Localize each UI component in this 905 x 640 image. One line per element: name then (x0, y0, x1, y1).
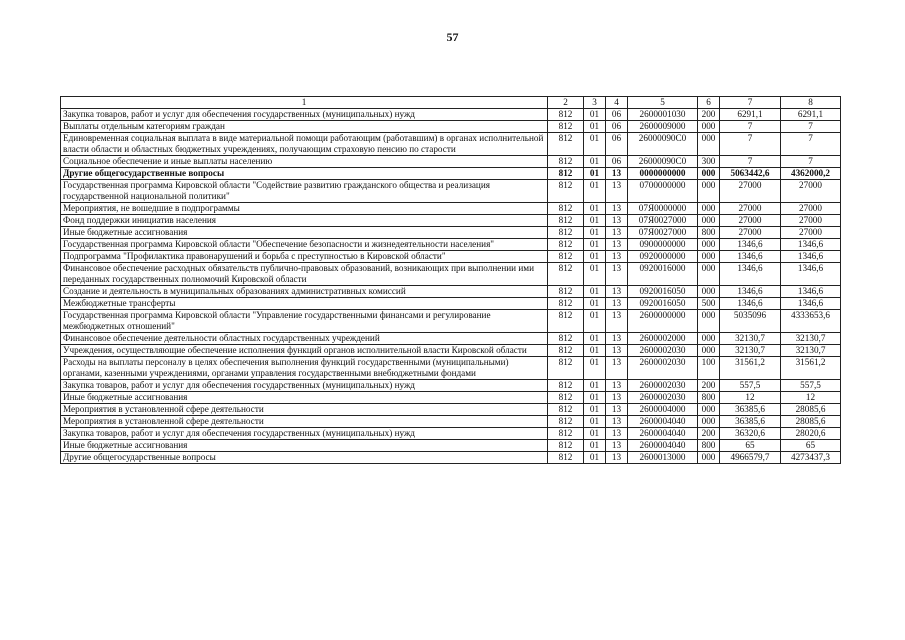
row-name-cell: Государственная программа Кировской области "Обеспечение безопасности и жизнедеятельности населения" (61, 239, 548, 251)
row-amount-2-cell: 28020,6 (781, 428, 841, 440)
row-target-article-cell: 0920016050 (628, 286, 698, 298)
row-subsection-cell: 13 (606, 239, 628, 251)
row-name-cell: Государственная программа Кировской области "Содействие развитию гражданского общества и реализация государственной национальной политики" (61, 180, 548, 203)
row-section-cell: 01 (584, 404, 606, 416)
table-row (61, 392, 841, 404)
table-row (61, 215, 841, 227)
row-subsection-cell: 13 (606, 310, 628, 333)
row-admin-code-cell: 812 (548, 263, 584, 286)
row-section-cell: 01 (584, 263, 606, 286)
row-admin-code-cell: 812 (548, 333, 584, 345)
header-cell: 6 (698, 97, 720, 109)
row-admin-code-cell: 812 (548, 392, 584, 404)
row-amount-1-cell: 27000 (720, 203, 781, 215)
row-section-cell: 01 (584, 286, 606, 298)
row-name-cell: Мероприятия в установленной сфере деятельности (61, 416, 548, 428)
row-admin-code-cell: 812 (548, 428, 584, 440)
row-admin-code-cell: 812 (548, 345, 584, 357)
row-name-cell: Учреждения, осуществляющие обеспечение исполнения функций органов исполнительной власти Кировской области (61, 345, 548, 357)
row-target-article-cell: 26000090С0 (628, 133, 698, 156)
row-section-cell: 01 (584, 180, 606, 203)
row-admin-code-cell: 812 (548, 416, 584, 428)
row-section-cell: 01 (584, 227, 606, 239)
row-target-article-cell: 2600013000 (628, 452, 698, 464)
row-subsection-cell: 13 (606, 428, 628, 440)
row-target-article-cell: 0700000000 (628, 180, 698, 203)
row-amount-1-cell: 4966579,7 (720, 452, 781, 464)
row-name-cell: Закупка товаров, работ и услуг для обеспечения государственных (муниципальных) нужд (61, 428, 548, 440)
row-subsection-cell: 13 (606, 380, 628, 392)
table-row (61, 156, 841, 168)
row-amount-1-cell: 27000 (720, 227, 781, 239)
row-section-cell: 01 (584, 156, 606, 168)
row-admin-code-cell: 812 (548, 357, 584, 380)
row-amount-2-cell: 1346,6 (781, 298, 841, 310)
row-target-article-cell: 0920016000 (628, 263, 698, 286)
row-subsection-cell: 06 (606, 133, 628, 156)
row-admin-code-cell: 812 (548, 251, 584, 263)
row-target-article-cell: 2600004040 (628, 428, 698, 440)
row-expense-type-cell: 000 (698, 133, 720, 156)
row-subsection-cell: 06 (606, 121, 628, 133)
row-admin-code-cell: 812 (548, 286, 584, 298)
row-expense-type-cell: 000 (698, 180, 720, 203)
row-target-article-cell: 0000000000 (628, 168, 698, 180)
row-section-cell: 01 (584, 109, 606, 121)
table-row (61, 428, 841, 440)
row-section-cell: 01 (584, 121, 606, 133)
row-admin-code-cell: 812 (548, 227, 584, 239)
row-name-cell: Социальное обеспечение и иные выплаты населению (61, 156, 548, 168)
row-amount-2-cell: 7 (781, 133, 841, 156)
row-amount-1-cell: 12 (720, 392, 781, 404)
row-admin-code-cell: 812 (548, 168, 584, 180)
row-subsection-cell: 13 (606, 440, 628, 452)
row-name-cell: Единовременная социальная выплата в виде материальной помощи работающим (работавшим) в органах исполнительной власти области и областных бюджетных учреждениях, получающим страховую пенсию по старости (61, 133, 548, 156)
row-expense-type-cell: 200 (698, 428, 720, 440)
row-amount-1-cell: 36320,6 (720, 428, 781, 440)
row-target-article-cell: 0900000000 (628, 239, 698, 251)
row-expense-type-cell: 000 (698, 416, 720, 428)
row-target-article-cell: 2600002030 (628, 392, 698, 404)
row-name-cell: Закупка товаров, работ и услуг для обеспечения государственных (муниципальных) нужд (61, 109, 548, 121)
row-amount-1-cell: 1346,6 (720, 298, 781, 310)
row-target-article-cell: 07Я0027000 (628, 215, 698, 227)
row-amount-1-cell: 32130,7 (720, 333, 781, 345)
row-name-cell: Закупка товаров, работ и услуг для обеспечения государственных (муниципальных) нужд (61, 380, 548, 392)
row-name-cell: Межбюджетные трансферты (61, 298, 548, 310)
row-amount-2-cell: 7 (781, 156, 841, 168)
row-name-cell: Иные бюджетные ассигнования (61, 440, 548, 452)
header-cell: 8 (781, 97, 841, 109)
row-subsection-cell: 13 (606, 180, 628, 203)
table-row (61, 452, 841, 464)
row-expense-type-cell: 000 (698, 310, 720, 333)
row-amount-1-cell: 1346,6 (720, 286, 781, 298)
row-target-article-cell: 26000090С0 (628, 156, 698, 168)
table-row (61, 333, 841, 345)
row-name-cell: Другие общегосударственные вопросы (61, 452, 548, 464)
row-amount-1-cell: 7 (720, 133, 781, 156)
row-name-cell: Иные бюджетные ассигнования (61, 227, 548, 239)
table-row (61, 380, 841, 392)
row-section-cell: 01 (584, 168, 606, 180)
row-admin-code-cell: 812 (548, 203, 584, 215)
row-target-article-cell: 2600001030 (628, 109, 698, 121)
table-row (61, 227, 841, 239)
row-admin-code-cell: 812 (548, 404, 584, 416)
row-admin-code-cell: 812 (548, 452, 584, 464)
row-name-cell: Государственная программа Кировской области "Управление государственными финансами и регулирование межбюджетных отношений" (61, 310, 548, 333)
row-target-article-cell: 2600004040 (628, 440, 698, 452)
row-name-cell: Иные бюджетные ассигнования (61, 392, 548, 404)
table-row (61, 180, 841, 203)
table-row (61, 345, 841, 357)
row-subsection-cell: 13 (606, 251, 628, 263)
row-expense-type-cell: 300 (698, 156, 720, 168)
row-subsection-cell: 13 (606, 392, 628, 404)
row-expense-type-cell: 800 (698, 440, 720, 452)
row-admin-code-cell: 812 (548, 109, 584, 121)
row-expense-type-cell: 500 (698, 298, 720, 310)
row-subsection-cell: 13 (606, 286, 628, 298)
row-amount-1-cell: 32130,7 (720, 345, 781, 357)
row-subsection-cell: 13 (606, 416, 628, 428)
row-expense-type-cell: 000 (698, 333, 720, 345)
page-number: 57 (446, 30, 459, 44)
row-section-cell: 01 (584, 298, 606, 310)
table-row (61, 440, 841, 452)
row-section-cell: 01 (584, 333, 606, 345)
table-row (61, 263, 841, 286)
row-amount-2-cell: 32130,7 (781, 333, 841, 345)
row-amount-2-cell: 1346,6 (781, 251, 841, 263)
row-admin-code-cell: 812 (548, 121, 584, 133)
row-name-cell: Фонд поддержки инициатив населения (61, 215, 548, 227)
row-amount-1-cell: 27000 (720, 215, 781, 227)
row-amount-2-cell: 27000 (781, 180, 841, 203)
row-subsection-cell: 13 (606, 452, 628, 464)
row-target-article-cell: 2600002030 (628, 357, 698, 380)
row-section-cell: 01 (584, 239, 606, 251)
row-amount-1-cell: 1346,6 (720, 251, 781, 263)
row-name-cell: Другие общегосударственные вопросы (61, 168, 548, 180)
table-row (61, 239, 841, 251)
row-subsection-cell: 13 (606, 168, 628, 180)
row-subsection-cell: 13 (606, 345, 628, 357)
row-expense-type-cell: 000 (698, 203, 720, 215)
table-row (61, 357, 841, 380)
row-subsection-cell: 13 (606, 404, 628, 416)
row-name-cell: Подпрограмма "Профилактика правонарушений и борьба с преступностью в Кировской области" (61, 251, 548, 263)
table-row (61, 203, 841, 215)
table-row (61, 251, 841, 263)
row-amount-2-cell: 31561,2 (781, 357, 841, 380)
row-amount-2-cell: 1346,6 (781, 286, 841, 298)
row-section-cell: 01 (584, 416, 606, 428)
row-expense-type-cell: 100 (698, 357, 720, 380)
header-cell: 7 (720, 97, 781, 109)
row-amount-1-cell: 5035096 (720, 310, 781, 333)
header-cell: 5 (628, 97, 698, 109)
header-cell: 2 (548, 97, 584, 109)
row-name-cell: Мероприятия, не вошедшие в подпрограммы (61, 203, 548, 215)
table-row (61, 286, 841, 298)
table-row (61, 416, 841, 428)
row-expense-type-cell: 000 (698, 263, 720, 286)
row-section-cell: 01 (584, 357, 606, 380)
row-target-article-cell: 2600004040 (628, 416, 698, 428)
row-amount-1-cell: 31561,2 (720, 357, 781, 380)
row-name-cell: Финансовое обеспечение расходных обязательств публично-правовых образований, возникающих при выполнении ими переданных государственных полномочий Кировской области (61, 263, 548, 286)
row-admin-code-cell: 812 (548, 380, 584, 392)
row-expense-type-cell: 000 (698, 345, 720, 357)
row-section-cell: 01 (584, 215, 606, 227)
row-subsection-cell: 13 (606, 263, 628, 286)
row-section-cell: 01 (584, 133, 606, 156)
row-amount-2-cell: 28085,6 (781, 416, 841, 428)
row-name-cell: Финансовое обеспечение деятельности областных государственных учреждений (61, 333, 548, 345)
row-section-cell: 01 (584, 428, 606, 440)
row-amount-1-cell: 1346,6 (720, 263, 781, 286)
row-target-article-cell: 2600002000 (628, 333, 698, 345)
row-target-article-cell: 2600002030 (628, 380, 698, 392)
row-expense-type-cell: 000 (698, 452, 720, 464)
row-admin-code-cell: 812 (548, 440, 584, 452)
row-target-article-cell: 07Я0000000 (628, 203, 698, 215)
table-row (61, 310, 841, 333)
row-target-article-cell: 2600004000 (628, 404, 698, 416)
row-section-cell: 01 (584, 380, 606, 392)
row-section-cell: 01 (584, 345, 606, 357)
row-name-cell: Создание и деятельность в муниципальных образованиях административных комиссий (61, 286, 548, 298)
row-subsection-cell: 13 (606, 215, 628, 227)
row-expense-type-cell: 000 (698, 286, 720, 298)
row-amount-2-cell: 557,5 (781, 380, 841, 392)
row-section-cell: 01 (584, 392, 606, 404)
row-expense-type-cell: 200 (698, 380, 720, 392)
row-subsection-cell: 13 (606, 203, 628, 215)
row-amount-2-cell: 27000 (781, 215, 841, 227)
row-name-cell: Выплаты отдельным категориям граждан (61, 121, 548, 133)
table-row (61, 168, 841, 180)
row-amount-1-cell: 7 (720, 156, 781, 168)
header-cell: 1 (61, 97, 548, 109)
row-amount-1-cell: 27000 (720, 180, 781, 203)
row-admin-code-cell: 812 (548, 180, 584, 203)
budget-table (60, 96, 841, 464)
row-amount-2-cell: 4273437,3 (781, 452, 841, 464)
row-section-cell: 01 (584, 440, 606, 452)
row-target-article-cell: 0920016050 (628, 298, 698, 310)
row-section-cell: 01 (584, 251, 606, 263)
row-expense-type-cell: 000 (698, 168, 720, 180)
row-amount-2-cell: 1346,6 (781, 239, 841, 251)
row-admin-code-cell: 812 (548, 215, 584, 227)
table-header-row (61, 97, 841, 109)
row-subsection-cell: 13 (606, 357, 628, 380)
row-section-cell: 01 (584, 452, 606, 464)
row-expense-type-cell: 000 (698, 239, 720, 251)
row-admin-code-cell: 812 (548, 310, 584, 333)
table-row (61, 121, 841, 133)
row-amount-1-cell: 36385,6 (720, 404, 781, 416)
row-admin-code-cell: 812 (548, 239, 584, 251)
row-admin-code-cell: 812 (548, 156, 584, 168)
row-target-article-cell: 2600000000 (628, 310, 698, 333)
row-amount-2-cell: 7 (781, 121, 841, 133)
row-amount-2-cell: 65 (781, 440, 841, 452)
row-expense-type-cell: 000 (698, 251, 720, 263)
row-amount-1-cell: 557,5 (720, 380, 781, 392)
row-target-article-cell: 2600009000 (628, 121, 698, 133)
row-subsection-cell: 06 (606, 109, 628, 121)
row-admin-code-cell: 812 (548, 133, 584, 156)
row-name-cell: Мероприятия в установленной сфере деятельности (61, 404, 548, 416)
table-row (61, 404, 841, 416)
table-row (61, 133, 841, 156)
row-expense-type-cell: 800 (698, 392, 720, 404)
row-name-cell: Расходы на выплаты персоналу в целях обеспечения выполнения функций государственными (муниципальными) органами, казенными учреждениями, органами управления государственными внебюджетными фондами (61, 357, 548, 380)
row-expense-type-cell: 000 (698, 404, 720, 416)
row-subsection-cell: 06 (606, 156, 628, 168)
header-cell: 4 (606, 97, 628, 109)
row-amount-2-cell: 32130,7 (781, 345, 841, 357)
row-target-article-cell: 2600002030 (628, 345, 698, 357)
row-target-article-cell: 0920000000 (628, 251, 698, 263)
row-amount-1-cell: 65 (720, 440, 781, 452)
row-subsection-cell: 13 (606, 227, 628, 239)
row-amount-1-cell: 5063442,6 (720, 168, 781, 180)
table-row (61, 298, 841, 310)
row-amount-1-cell: 6291,1 (720, 109, 781, 121)
row-expense-type-cell: 000 (698, 215, 720, 227)
row-expense-type-cell: 800 (698, 227, 720, 239)
row-amount-1-cell: 36385,6 (720, 416, 781, 428)
row-section-cell: 01 (584, 310, 606, 333)
table-row (61, 109, 841, 121)
row-subsection-cell: 13 (606, 333, 628, 345)
row-amount-2-cell: 28085,6 (781, 404, 841, 416)
row-amount-2-cell: 27000 (781, 227, 841, 239)
row-amount-2-cell: 4362000,2 (781, 168, 841, 180)
row-subsection-cell: 13 (606, 298, 628, 310)
row-amount-2-cell: 1346,6 (781, 263, 841, 286)
row-target-article-cell: 07Я0027000 (628, 227, 698, 239)
row-amount-1-cell: 1346,6 (720, 239, 781, 251)
row-section-cell: 01 (584, 203, 606, 215)
row-amount-2-cell: 6291,1 (781, 109, 841, 121)
row-admin-code-cell: 812 (548, 298, 584, 310)
row-expense-type-cell: 200 (698, 109, 720, 121)
row-amount-2-cell: 4333653,6 (781, 310, 841, 333)
row-amount-1-cell: 7 (720, 121, 781, 133)
header-cell: 3 (584, 97, 606, 109)
row-amount-2-cell: 27000 (781, 203, 841, 215)
row-expense-type-cell: 000 (698, 121, 720, 133)
row-amount-2-cell: 12 (781, 392, 841, 404)
